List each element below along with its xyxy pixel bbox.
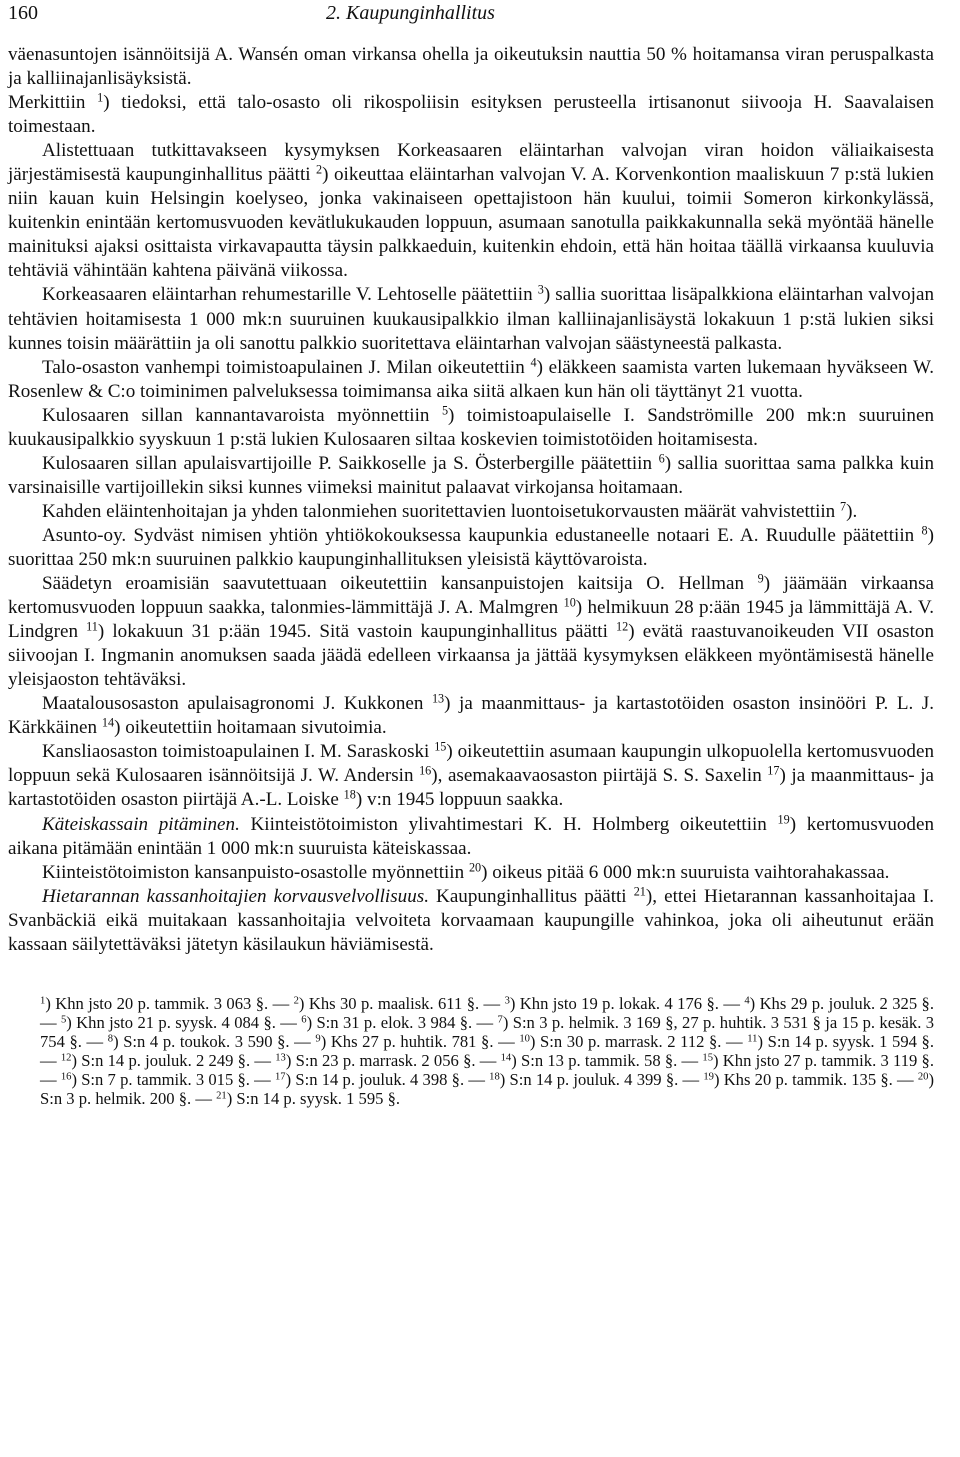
text-run: ) Khn jsto 27 p. tammik. 3 119 §. — [40, 1050, 935, 1089]
footnote-marker: 16 [419, 764, 432, 779]
text-run: ) tiedoksi, että talo-osasto oli rikospoliisin esityksen perusteella irtisanonut siivooja H. Saavalaisen toimestaan. [8, 92, 934, 138]
paragraph [8, 692, 934, 740]
text-run: ) S:n 3 p. helmik. 3 169 §, 27 p. huhtik. 3 531 § ja 15 p. kesäk. 3 754 §. — [40, 1012, 935, 1051]
text-run: Kansliaosaston toimistoapulainen I. M. Saraskoski [42, 741, 435, 763]
footnote-text [40, 994, 934, 1108]
text-run: Kulosaaren sillan apulaisvartijoille P. Saikkoselle ja S. Österbergille päätettiin [42, 452, 659, 474]
text-run: Alistettuaan tutkittavakseen kysymyksen Korkeasaaren eläintarhan valvojan viran hoidon väliaikaisesta järjestämisestä kaupunginhallitus päätti [8, 140, 934, 186]
footnote-marker: 17 [767, 764, 780, 779]
footnote-marker: 11 [747, 1033, 758, 1045]
text-run: ) ja maanmittaus- ja kartastotöiden osaston piirtäjä A.-L. Loiske [8, 765, 934, 811]
running-head [8, 0, 934, 30]
footnote-marker: 14 [101, 715, 115, 730]
text-run: ) jäämään virkaansa kertomusvuoden loppuun saakka, talonmies-lämmittäjä J. A. Malmgren [8, 573, 934, 619]
footnote-marker: 2 [316, 162, 323, 177]
footnote-marker: 15 [434, 740, 447, 755]
footnote-marker: 10 [519, 1033, 530, 1045]
footnote-marker: 18 [343, 788, 356, 803]
text-run: Kaupunginhallitus päätti [428, 885, 634, 907]
footnote-marker: 8 [107, 1033, 114, 1045]
text-run: ) helmikuun 28 p:ään 1945 ja lämmittäjä A. V. Lindgren [8, 597, 934, 643]
text-run: ) S:n 14 p. jouluk. 2 249 §. — [71, 1050, 276, 1070]
footnote-marker: 18 [489, 1071, 500, 1083]
footnote-marker: 17 [274, 1071, 286, 1083]
text-run: Korkeasaaren eläintarhan rehumestarille V. Lehtoselle päätettiin [42, 284, 538, 306]
text-run: ) toimistoapulaiselle I. Sandströmille 200 mk:n suuruinen kuukausipalkkio syyskuun 1 p:stä lukien Kulosaaren siltaa koskevien toimistotöiden hoitamisesta. [8, 404, 935, 450]
text-run: Kulosaaren sillan kannantavaroista myönnettiin [42, 404, 442, 426]
page-number: 160 [8, 2, 38, 24]
footnote-marker: 15 [702, 1052, 714, 1064]
text-run: Kahden eläintenhoitajan ja yhden talonmiehen suoritettavien luontoisetukorvausten määrät vahvistettiin [42, 500, 840, 522]
text-run: ) S:n 31 p. elok. 3 984 §. — [306, 1012, 498, 1032]
footnote-marker: 4 [744, 995, 750, 1007]
footnote-marker: 6 [301, 1014, 307, 1026]
footnote-marker: 5 [441, 403, 449, 418]
paragraph [8, 404, 934, 452]
footnote-marker: 4 [530, 355, 537, 370]
footnote-marker: 12 [60, 1052, 72, 1064]
footnote-marker: 20 [468, 860, 482, 875]
text-run: ) S:n 14 p. syysk. 1 594 §. — [40, 1031, 934, 1070]
text-run: ). [846, 500, 858, 522]
footnote-marker: 1 [97, 90, 104, 105]
footnote-marker: 7 [840, 499, 847, 514]
footnote-marker: 2 [293, 995, 299, 1007]
text-run: ) sallia suorittaa lisäpalkkiona eläintarhan valvojan tehtävien hoitamisesta 1 000 mk:n suuruinen kuukausipalkkio ilman kalliinajanlisäystä lokakuun 1 p:stä lukien siksi kunnes toisin määrättiin ja oli sanottu palkkio suoritettava eläintarhan valvojan säästyneestä palkasta. [8, 284, 934, 354]
text-run: ) S:n 4 p. toukok. 3 590 §. — [113, 1031, 316, 1051]
text-run: ) Khs 30 p. maalisk. 611 §. — [298, 993, 505, 1013]
footnote-marker: 10 [563, 595, 576, 610]
footnote-marker: 20 [917, 1071, 929, 1083]
footnote-marker: 8 [921, 523, 928, 538]
footnote-marker: 5 [60, 1014, 67, 1026]
text-run: ) S:n 3 p. helmik. 200 §. — [40, 1069, 934, 1108]
text-run: Maatalousosaston apulaisagronomi J. Kukkonen [42, 693, 432, 715]
paragraph [8, 452, 934, 500]
text-run: ) eläkkeen saamista varten lukemaan hyväkseen W. Rosenlew & C:o toiminimen palveluksessa toimimansa aika siitä alkaen kun hän oli täyttänyt 21 vuotta. [8, 356, 934, 402]
paragraph [8, 813, 934, 861]
italic-heading: Hietarannan kassanhoitajien korvausvelvollisuus. [42, 885, 429, 907]
footnote-marker: 19 [777, 812, 790, 827]
text-run: ), asemakaavaosaston piirtäjä S. S. Saxelin [431, 765, 768, 787]
text-run: ) oikeutettiin hoitamaan sivutoimia. [114, 717, 387, 739]
section-title: 2. Kaupunginhallitus [326, 2, 495, 24]
text-run: ) Khn jsto 20 p. tammik. 3 063 §. — [45, 993, 294, 1013]
paragraph [8, 572, 934, 692]
footnote-marker: 11 [86, 619, 98, 634]
footnote-marker: 7 [497, 1014, 503, 1026]
body-text [8, 43, 934, 957]
text-run: ) S:n 14 p. jouluk. 4 398 §. — [285, 1069, 490, 1089]
text-run: Kiinteistötoimiston ylivahtimestari K. H. Holmberg oikeutettiin [239, 813, 778, 835]
text-run: ) Khn jsto 21 p. syysk. 4 084 §. — [66, 1012, 302, 1032]
text-run: ) S:n 14 p. jouluk. 4 399 §. — [499, 1069, 704, 1089]
text-run: ) Khs 20 p. tammik. 135 §. — [713, 1069, 918, 1089]
paragraph [8, 139, 934, 283]
text-run: ) S:n 14 p. syysk. 1 595 §. [226, 1088, 401, 1108]
text-run: Kiinteistötoimiston kansanpuisto-osastolle myönnettiin [42, 861, 469, 883]
text-run: ) S:n 13 p. tammik. 58 §. — [511, 1050, 703, 1070]
text-run: Talo-osaston vanhempi toimistoapulainen J. Milan oikeutettiin [42, 356, 531, 378]
text-run: ) ja maanmittaus- ja kartastotöiden osaston insinööri P. L. J. Kärkkäinen [8, 693, 934, 739]
text-run: ) suorittaa 250 mk:n suuruinen palkkio kaupunginhallituksen yleisistä käyttövaroista. [8, 524, 934, 570]
paragraph [8, 740, 934, 812]
text-run: ) S:n 23 p. marrask. 2 056 §. — [285, 1050, 501, 1070]
text-run: ) S:n 30 p. marrask. 2 112 §. — [529, 1031, 748, 1051]
paragraph [8, 43, 934, 91]
text-run: Merkittiin [8, 92, 98, 114]
text-run: ), ettei Hietarannan kassanhoitajaa I. Svanbäckiä eikä muitakaan kassanhoitajia velvoiteta korvaamaan kaupungille vahinkoa, joka oli aiheutunut erään kassaan säilytettäväksi jätetyn käsilaukun häviämisestä. [8, 885, 934, 955]
paragraph [8, 91, 934, 139]
footnote-marker: 21 [633, 884, 646, 899]
text-run: ) oikeus pitää 6 000 mk:n suuruista vaihtorahakassaa. [481, 861, 890, 883]
paragraph [8, 885, 934, 957]
footnote-marker: 13 [431, 691, 445, 706]
text-run: ) lokakuun 31 p:ään 1945. Sitä vastoin kaupunginhallitus päätti [97, 621, 617, 643]
paragraph [8, 500, 934, 524]
text-run: Säädetyn eroamisiän saavutettuaan oikeutettiin kansanpuistojen kaitsija O. Hellman [42, 573, 758, 595]
footnote-marker: 9 [757, 571, 764, 586]
text-run: ) S:n 7 p. tammik. 3 015 §. — [71, 1069, 275, 1089]
footnote-marker: 21 [216, 1090, 227, 1102]
footnote-marker: 14 [500, 1052, 512, 1064]
text-run: ) Khs 27 p. huhtik. 781 §. — [320, 1031, 520, 1051]
footnote-marker: 3 [504, 995, 510, 1007]
text-run: ) oikeutettiin asumaan kaupungin ulkopuolella kertomusvuoden loppuun sekä Kulosaaren isännöitsijä J. W. Andersin [8, 741, 934, 787]
text-run: Asunto-oy. Sydväst nimisen yhtiön yhtiökokouksessa kaupunkia edustaneelle notaari E. A. Ruudulle päätettiin [42, 524, 922, 546]
footnote-marker: 6 [658, 451, 665, 466]
footnote-marker: 13 [275, 1052, 286, 1064]
footnote-marker: 12 [616, 619, 629, 634]
italic-heading: Käteiskassain pitäminen. [42, 813, 240, 835]
footnote-marker: 1 [40, 995, 46, 1007]
paragraph [8, 356, 934, 404]
footnotes [8, 994, 934, 1108]
text-run: ) Khn jsto 19 p. lokak. 4 176 §. — [509, 993, 745, 1013]
footnote-marker: 16 [60, 1071, 72, 1083]
text-run: ) evätä raastuvanoikeuden VII osaston siivoojan I. Ingmanin anomuksen saada jäädä edelleen virkaansa ja jättää kysymyksen eläkkeen myöntämisestä hänelle yleisjaoston tehtäväksi. [8, 621, 934, 691]
paragraph [8, 283, 934, 355]
text-run: ) oikeuttaa eläintarhan valvojan V. A. Korvenkontion maaliskuun 7 p:stä lukien niin kauan kuin Helsingin koelyseo, jonka vakinaiseen opettajistoon hän kuului, toimii Someron kirkonkylässä, kuitenkin enintään kertomusvuoden kevätlukukauden loppuun, asumaan sanotulla paikkakunnalla sekä myöntää hänelle mainituksi ajaksi osittaista virkavapautta täysin palkkaeduin, kuitenkin ehdoin, että hän hoitaa täällä virkaansa kuuluvia tehtäviä vähintään kahtena päivänä viikossa. [8, 164, 934, 282]
footnote-marker: 19 [703, 1071, 714, 1083]
paragraph [8, 524, 934, 572]
text-run: ) sallia suorittaa sama palkka kuin varsinaisille vartijoillekin siksi kunnes viimeksi mainitut palaavat virkojansa hoitamaan. [8, 452, 934, 498]
footnote-marker: 9 [315, 1033, 321, 1045]
footnote-marker: 3 [537, 283, 544, 298]
text-run: ) kertomusvuoden aikana pitämään enintään 1 000 mk:n suuruista käteiskassaa. [8, 813, 934, 859]
text-run: ) Khs 29 p. jouluk. 2 325 §. — [40, 993, 934, 1032]
text-run: ) v:n 1945 loppuun saakka. [355, 789, 564, 811]
paragraph [8, 861, 934, 885]
text-run: väenasuntojen isännöitsijä A. Wansén oman virkansa ohella ja oikeutuksin nauttia 50 % hoitamansa viran peruspalkasta ja kalliinajanlisäyksistä. [8, 44, 934, 90]
